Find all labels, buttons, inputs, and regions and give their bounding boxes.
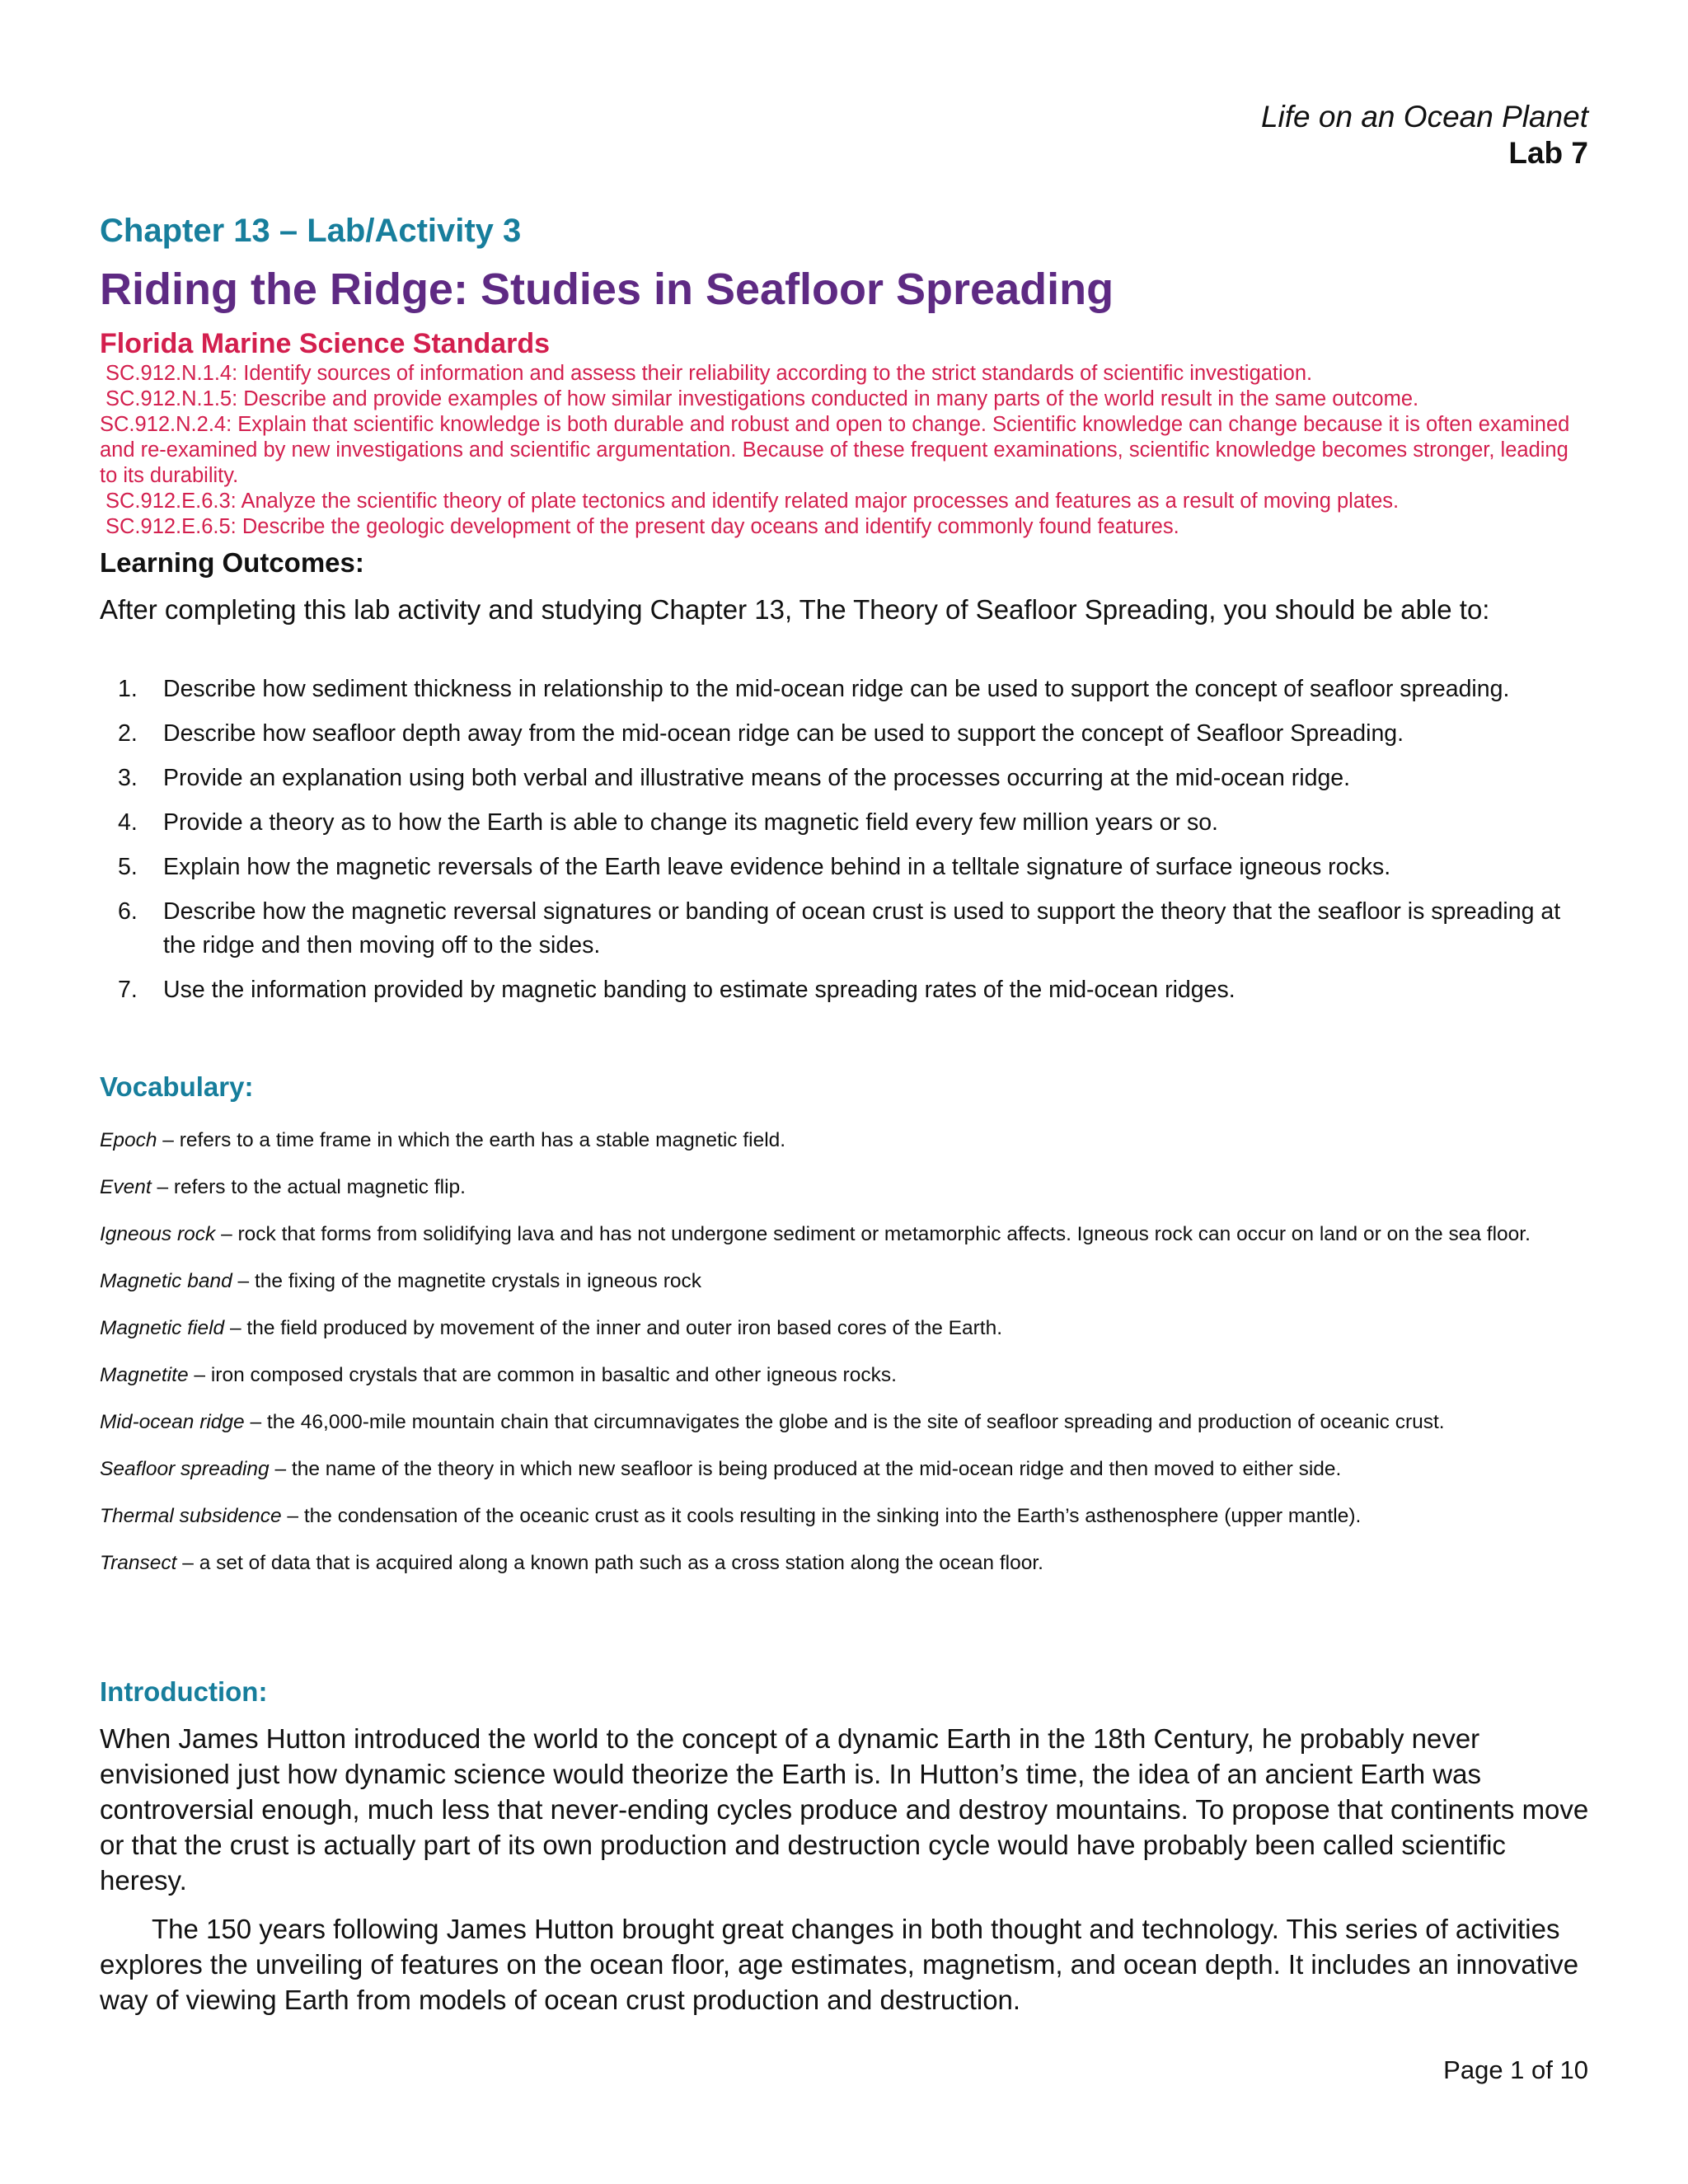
standards-list: [100, 361, 1590, 540]
standard-item: SC.912.N.2.4: Explain that scientific knowledge is both durable and robust and open to change. Scientific knowledge can change because it is often examined and re-examined by new investigations and scientific argumentation. Because of these frequent examinations, scientific knowledge becomes stronger, leading to its durability.: [100, 413, 1570, 487]
vocabulary-definition: – refers to a time frame in which the earth has a stable magnetic field.: [157, 1129, 786, 1151]
standard-item: SC.912.N.1.4: Identify sources of information and assess their reliability according to the strict standards of scientific investigation.: [106, 362, 1313, 385]
vocabulary-definition: – iron composed crystals that are common in basaltic and other igneous rocks.: [188, 1364, 897, 1386]
book-title: Life on an Ocean Planet: [1260, 100, 1588, 134]
standard-item: SC.912.N.1.5: Describe and provide examples of how similar investigations conducted in many parts of the world result in the same outcome.: [106, 387, 1419, 410]
vocabulary-entry: [100, 1498, 1590, 1535]
vocabulary-term: Magnetic band: [100, 1270, 232, 1292]
outcome-item: [100, 851, 1590, 884]
vocabulary-term: Magnetic field: [100, 1317, 225, 1339]
outcome-item: [100, 673, 1590, 706]
introduction-body: [100, 1721, 1590, 2031]
vocabulary-definition: – a set of data that is acquired along a known path such as a cross station along the ocean floor.: [176, 1552, 1043, 1574]
outcome-number: 1.: [118, 676, 138, 702]
vocabulary-term: Seafloor spreading: [100, 1458, 270, 1480]
introduction-paragraph: When James Hutton introduced the world to the concept of a dynamic Earth in the 18th Century, he probably never envisioned just how dynamic science would theorize the Earth is. In Hutton’s time, the idea of an ancient Earth was controversial enough, much less that never-ending cycles produce and destroy mountains. To propose that continents move or that the crust is actually part of its own production and destruction cycle would have probably been called scientific heresy.: [100, 1723, 1589, 1896]
outcome-number: 7.: [118, 977, 138, 1003]
learning-outcomes-intro: After completing this lab activity and studying Chapter 13, The Theory of Seafloor Spreading, you should be able to:: [100, 594, 1490, 625]
outcome-number: 3.: [118, 765, 138, 791]
vocabulary-definition: – the name of the theory in which new seafloor is being produced at the mid-ocean ridge and then moved to either side.: [269, 1458, 1342, 1480]
vocabulary-term: Magnetite: [100, 1364, 189, 1386]
outcome-text: Provide an explanation using both verbal and illustrative means of the processes occurring at the mid-ocean ridge.: [163, 765, 1351, 791]
page-number: Page 1 of 10: [1443, 2055, 1588, 2084]
chapter-label: Chapter 13 – Lab/Activity 3: [100, 213, 522, 249]
lab-label: Lab 7: [1508, 136, 1588, 170]
vocabulary-definition: – the condensation of the oceanic crust as it cools resulting in the sinking into the Earth’s asthenosphere (upper mantle).: [281, 1505, 1362, 1527]
standard-item: SC.912.E.6.5: Describe the geologic development of the present day oceans and identify commonly found features.: [106, 515, 1179, 538]
vocabulary-entry: [100, 1310, 1590, 1347]
outcome-text: Describe how seafloor depth away from the mid-ocean ridge can be used to support the concept of Seafloor Spreading.: [163, 720, 1404, 747]
standards-heading: Florida Marine Science Standards: [100, 328, 551, 359]
learning-outcomes-list: [100, 673, 1590, 1018]
outcome-text: Describe how the magnetic reversal signatures or banding of ocean crust is used to support the theory that the seafloor is spreading at the ridge and then moving off to the sides.: [163, 898, 1561, 958]
vocabulary-term: Epoch: [100, 1129, 157, 1151]
outcome-item: [100, 717, 1590, 751]
vocabulary-definition: – the 46,000-mile mountain chain that circumnavigates the globe and is the site of seafloor spreading and production of oceanic crust.: [244, 1411, 1445, 1433]
vocabulary-entry: [100, 1263, 1590, 1300]
standard-item: SC.912.E.6.3: Analyze the scientific theory of plate tectonics and identify related major processes and features as a result of moving plates.: [106, 490, 1400, 513]
vocabulary-term: Thermal subsidence: [100, 1505, 282, 1527]
outcome-number: 5.: [118, 854, 138, 880]
outcome-number: 2.: [118, 720, 138, 747]
introduction-heading: Introduction:: [100, 1676, 268, 1707]
vocabulary-term: Event: [100, 1176, 152, 1198]
outcome-text: Explain how the magnetic reversals of the Earth leave evidence behind in a telltale signature of surface igneous rocks.: [163, 854, 1391, 880]
learning-outcomes-heading: Learning Outcomes:: [100, 547, 364, 578]
introduction-paragraph: The 150 years following James Hutton brought great changes in both thought and technology. This series of activities explores the unveiling of features on the ocean floor, age estimates, magnetism, and ocean depth. It includes an innovative way of viewing Earth from models of ocean crust production and destruction.: [100, 1914, 1579, 2015]
vocabulary-definition: – the field produced by movement of the inner and outer iron based cores of the Earth.: [224, 1317, 1002, 1339]
outcome-text: Describe how sediment thickness in relationship to the mid-ocean ridge can be used to support the concept of seafloor spreading.: [163, 676, 1510, 702]
vocabulary-heading: Vocabulary:: [100, 1071, 254, 1102]
outcome-item: [100, 973, 1590, 1007]
outcome-number: 6.: [118, 898, 138, 925]
vocabulary-entry: [100, 1169, 1590, 1206]
outcome-text: Use the information provided by magnetic banding to estimate spreading rates of the mid-ocean ridges.: [163, 977, 1236, 1003]
vocabulary-entry: [100, 1357, 1590, 1394]
outcome-item: [100, 806, 1590, 840]
vocabulary-term: Igneous rock: [100, 1223, 216, 1245]
vocabulary-entry: [100, 1216, 1590, 1253]
vocabulary-entry: [100, 1545, 1590, 1582]
vocabulary-definition: – rock that forms from solidifying lava and has not undergone sediment or metamorphic affects. Igneous rock can occur on land or on the sea floor.: [215, 1223, 1531, 1245]
vocabulary-entry: [100, 1451, 1590, 1488]
running-header: [1261, 99, 1588, 171]
outcome-item: [100, 895, 1590, 963]
vocabulary-entry: [100, 1404, 1590, 1441]
outcome-item: [100, 762, 1590, 795]
outcome-number: 4.: [118, 809, 138, 836]
vocabulary-term: Mid-ocean ridge: [100, 1411, 245, 1433]
outcome-text: Provide a theory as to how the Earth is able to change its magnetic field every few million years or so.: [163, 809, 1218, 836]
page-title: Riding the Ridge: Studies in Seafloor Spreading: [100, 265, 1114, 314]
vocabulary-list: [100, 1122, 1590, 1592]
vocabulary-entry: [100, 1122, 1590, 1159]
vocabulary-definition: – the fixing of the magnetite crystals in igneous rock: [232, 1270, 701, 1292]
vocabulary-definition: – refers to the actual magnetic flip.: [151, 1176, 466, 1198]
vocabulary-term: Transect: [100, 1552, 177, 1574]
